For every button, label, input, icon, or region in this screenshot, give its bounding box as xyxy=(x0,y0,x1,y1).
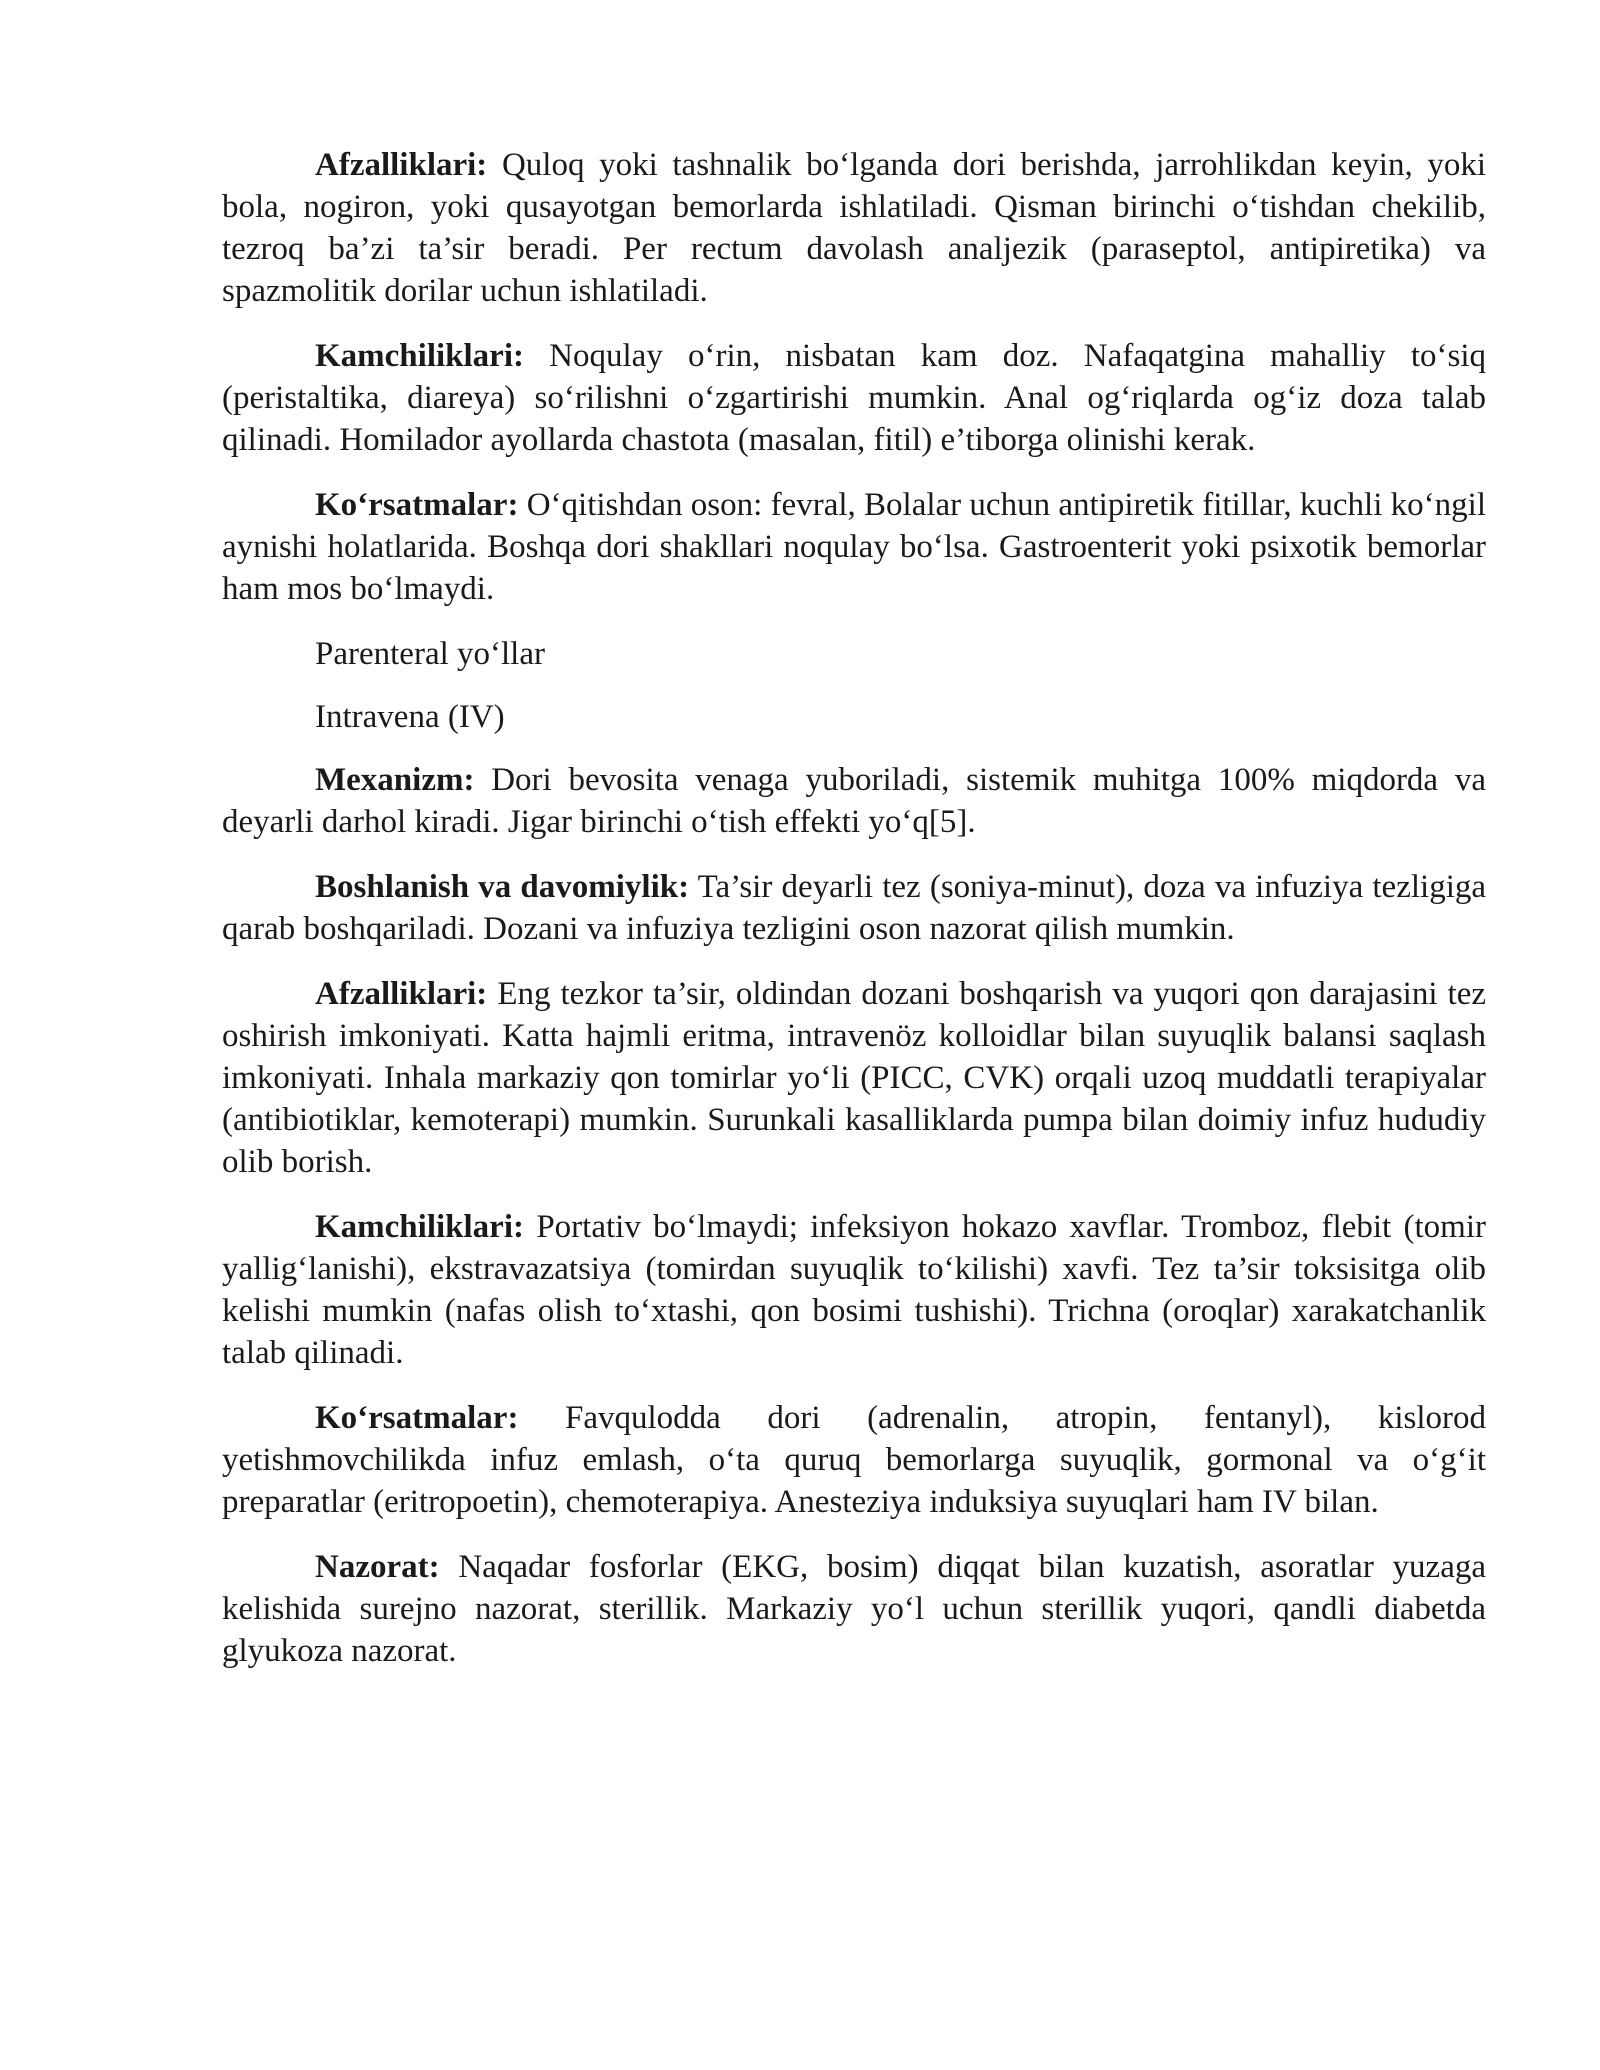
paragraph-iv-indications xyxy=(222,1397,1486,1523)
paragraph-iv-advantages xyxy=(222,973,1486,1183)
document-page xyxy=(222,144,1486,1695)
subsection-heading-intravenous xyxy=(222,696,1486,738)
heading-text: Intravena (IV) xyxy=(315,699,505,735)
paragraph-text: Dori bevosita venaga yuboriladi, sistemik muhitga 100% miqdorda va deyarli darhol kiradi. Jigar birinchi o‘tish effekti yo‘q[5]. xyxy=(222,762,1486,840)
section-heading-parenteral xyxy=(222,633,1486,675)
paragraph-label: Kamchiliklari: xyxy=(315,338,524,374)
paragraph-iv-mechanism xyxy=(222,759,1486,843)
paragraph-iv-onset-duration xyxy=(222,866,1486,950)
paragraph-text: Quloq yoki tashnalik bo‘lganda dori berishda, jarrohlikdan keyin, yoki bola, nogiron, yoki qusayotgan bemorlarda ishlatiladi. Qisman birinchi o‘tishdan chekilib, tezroq ba’zi ta’sir beradi. Per rectum davolash analjezik (paraseptol, antipiretika) va spazmolitik dorilar uchun ishlatiladi. xyxy=(222,147,1486,309)
paragraph-text: Naqadar fosforlar (EKG, bosim) diqqat bilan kuzatish, asoratlar yuzaga kelishida surejno nazorat, sterillik. Markaziy yo‘l uchun sterillik yuqori, qandli diabetda glyukoza nazorat. xyxy=(222,1549,1486,1669)
paragraph-iv-disadvantages xyxy=(222,1206,1486,1374)
paragraph-text: Ta’sir deyarli tez (soniya-minut), doza va infuziya tezligiga qarab boshqariladi. Dozani va infuziya tezligini oson nazorat qilish mumkin. xyxy=(222,869,1487,947)
paragraph-label: Ko‘rsatmalar: xyxy=(315,487,519,523)
paragraph-rectal-indications xyxy=(222,484,1486,610)
paragraph-label: Mexanizm: xyxy=(315,762,475,798)
paragraph-iv-monitoring xyxy=(222,1546,1486,1672)
paragraph-label: Nazorat: xyxy=(315,1549,440,1585)
paragraph-label: Afzalliklari: xyxy=(315,976,488,1012)
paragraph-text: O‘qitishdan oson: fevral, Bolalar uchun antipiretik fitillar, kuchli ko‘ngil aynishi holatlarida. Boshqa dori shakllari noqulay bo‘lsa. Gastroenterit yoki psixotik bemorlar ham mos bo‘lmaydi. xyxy=(222,487,1486,607)
paragraph-label: Afzalliklari: xyxy=(315,147,488,183)
paragraph-text: Eng tezkor ta’sir, oldindan dozani boshqarish va yuqori qon darajasini tez oshirish imkoniyati. Katta hajmli eritma, intravenöz kolloidlar bilan suyuqlik balansi saqlash imkoniyati. Inhala markaziy qon tomirlar yo‘li (PICC, CVK) orqali uzoq muddatli terapiyalar (antibiotiklar, kemoterapi) mumkin. Surunkali kasalliklarda pumpa bilan doimiy infuz hududiy olib borish. xyxy=(222,976,1486,1180)
paragraph-text: Portativ bo‘lmaydi; infeksiyon hokazo xavflar. Tromboz, flebit (tomir yallig‘lanishi), ekstravazatsiya (tomirdan suyuqlik to‘kilishi) xavfi. Tez ta’sir toksisitga olib kelishi mumkin (nafas olish to‘xtashi, qon bosimi tushishi). Trichna (oroqlar) xarakatchanlik talab qilinadi. xyxy=(222,1209,1486,1371)
paragraph-rectal-disadvantages xyxy=(222,335,1486,461)
paragraph-rectal-advantages xyxy=(222,144,1486,312)
paragraph-label: Boshlanish va davomiylik: xyxy=(315,869,690,905)
heading-text: Parenteral yo‘llar xyxy=(315,636,545,672)
paragraph-label: Kamchiliklari: xyxy=(315,1209,524,1245)
paragraph-label: Ko‘rsatmalar: xyxy=(315,1400,519,1436)
paragraph-text: Favqulodda dori (adrenalin, atropin, fentanyl), kislorod yetishmovchilikda infuz emlash, o‘ta quruq bemorlarga suyuqlik, gormonal va o‘g‘it preparatlar (eritropoetin), chemoterapiya. Anesteziya induksiya suyuqlari ham IV bilan. xyxy=(222,1400,1486,1520)
paragraph-text: Noqulay o‘rin, nisbatan kam doz. Nafaqatgina mahalliy to‘siq (peristaltika, diareya) so‘rilishni o‘zgartirishi mumkin. Anal og‘riqlarda og‘iz doza talab qilinadi. Homilador ayollarda chastota (masalan, fitil) e’tiborga olinishi kerak. xyxy=(222,338,1486,458)
